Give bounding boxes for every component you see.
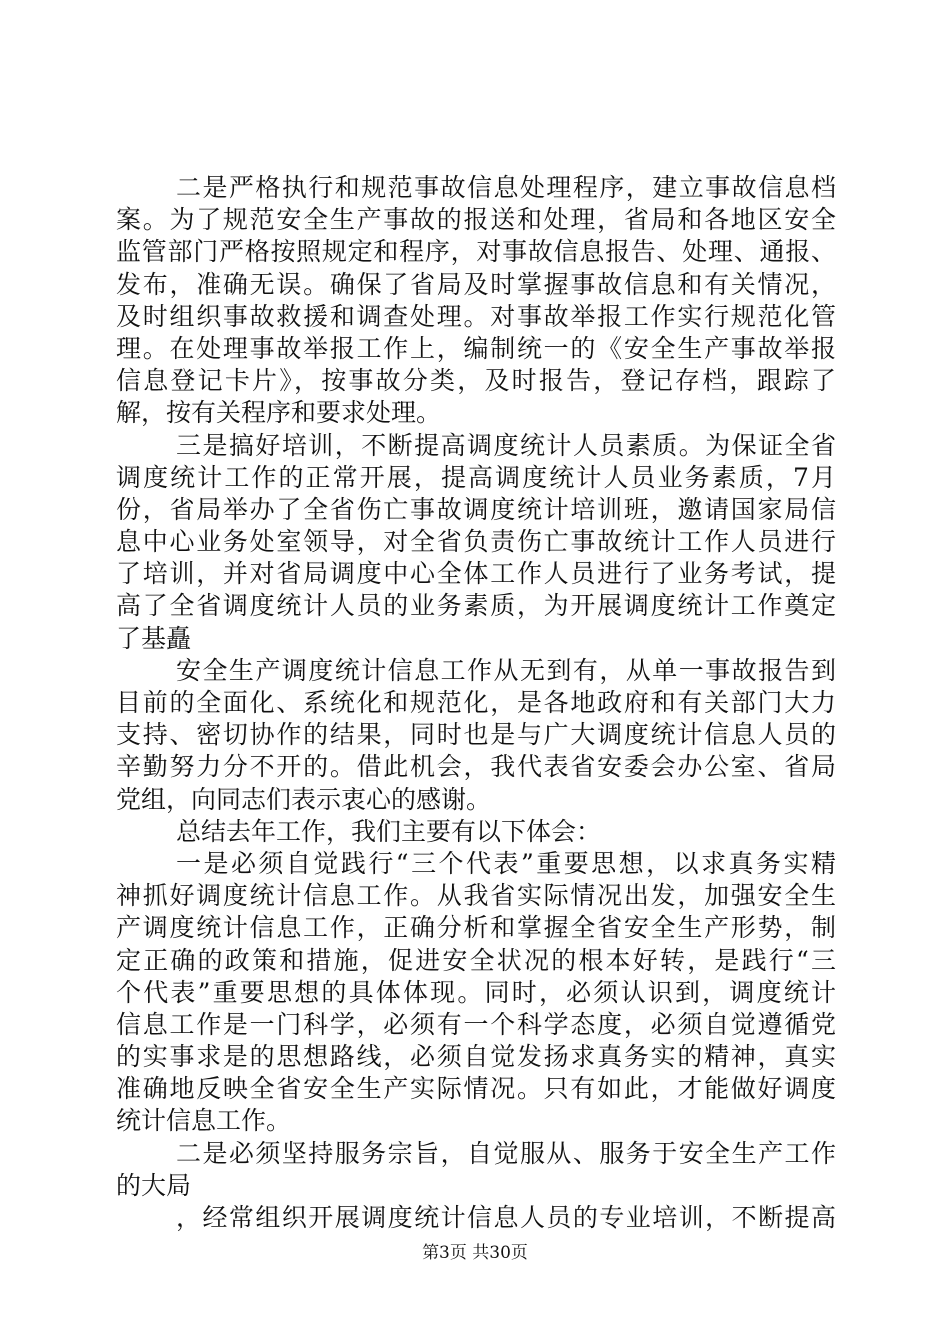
text-line: 定正确的政策和措施，促进安全状况的根本好转，是践行“三	[116, 945, 836, 975]
text-line: 信息工作是一门科学，必须有一个科学态度，必须自觉遵循党	[116, 1009, 836, 1039]
text-line: 总结去年工作，我们主要有以下体会：	[176, 816, 602, 846]
text-line: 神抓好调度统计信息工作。从我省实际情况出发，加强安全生	[116, 881, 836, 911]
text-line: 三是搞好培训，不断提高调度统计人员素质。为保证全省	[176, 430, 836, 460]
text-line: 高了全省调度统计人员的业务素质，为开展调度统计工作奠定	[116, 591, 836, 621]
text-line: 安全生产调度统计信息工作从无到有，从单一事故报告到	[176, 655, 836, 685]
text-line: 党组，向同志们表示衷心的感谢。	[116, 784, 492, 814]
text-line: 监管部门严格按照规定和程序，对事故信息报告、处理、通报、	[116, 237, 836, 267]
text-line: 的大局	[116, 1170, 192, 1200]
text-line: 份，省局举办了全省伤亡事故调度统计培训班，邀请国家局信	[116, 494, 836, 524]
text-line: 息中心业务处室领导，对全省负责伤亡事故统计工作人员进行	[116, 527, 836, 557]
text-line: 发布，准确无误。确保了省局及时掌握事故信息和有关情况，	[116, 269, 836, 299]
text-line: 了培训，并对省局调度中心全体工作人员进行了业务考试，提	[116, 559, 836, 589]
text-line: 一是必须自觉践行“三个代表”重要思想，以求真务实精	[176, 848, 836, 878]
text-line: 理。在处理事故举报工作上，编制统一的《安全生产事故举报	[116, 333, 836, 363]
text-line: ，经常组织开展调度统计信息人员的专业培训，不断提高	[176, 1203, 836, 1232]
text-line: 个代表”重要思想的具体体现。同时，必须认识到，调度统计	[116, 977, 836, 1007]
text-line: 案。为了规范安全生产事故的报送和处理，省局和各地区安全	[116, 205, 836, 235]
document-body	[116, 172, 836, 1234]
text-line: 了基矗	[116, 623, 192, 653]
text-line: 解，按有关程序和要求处理。	[116, 398, 442, 428]
page-number-footer: 第3页 共30页	[422, 1243, 528, 1263]
text-line: 支持、密切协作的结果，同时也是与广大调度统计信息人员的	[116, 720, 836, 750]
text-line: 及时组织事故救援和调查处理。对事故举报工作实行规范化管	[116, 301, 836, 331]
text-line: 信息登记卡片》，按事故分类，及时报告，登记存档，跟踪了	[116, 366, 836, 396]
text-line: 目前的全面化、系统化和规范化，是各地政府和有关部门大力	[116, 688, 836, 717]
text-line: 准确地反映全省安全生产实际情况。只有如此，才能做好调度	[116, 1074, 836, 1104]
text-line: 的实事求是的思想路线，必须自觉发扬求真务实的精神，真实	[116, 1042, 836, 1072]
text-line: 辛勤努力分不开的。借此机会，我代表省安委会办公室、省局	[116, 752, 836, 782]
text-line: 二是严格执行和规范事故信息处理程序，建立事故信息档	[176, 173, 836, 202]
text-line: 统计信息工作。	[116, 1106, 292, 1136]
text-line: 产调度统计信息工作，正确分析和掌握全省安全生产形势，制	[116, 913, 836, 943]
text-line: 调度统计工作的正常开展，提高调度统计人员业务素质，7月	[116, 462, 836, 492]
text-line: 二是必须坚持服务宗旨，自觉服从、服务于安全生产工作	[176, 1138, 836, 1168]
